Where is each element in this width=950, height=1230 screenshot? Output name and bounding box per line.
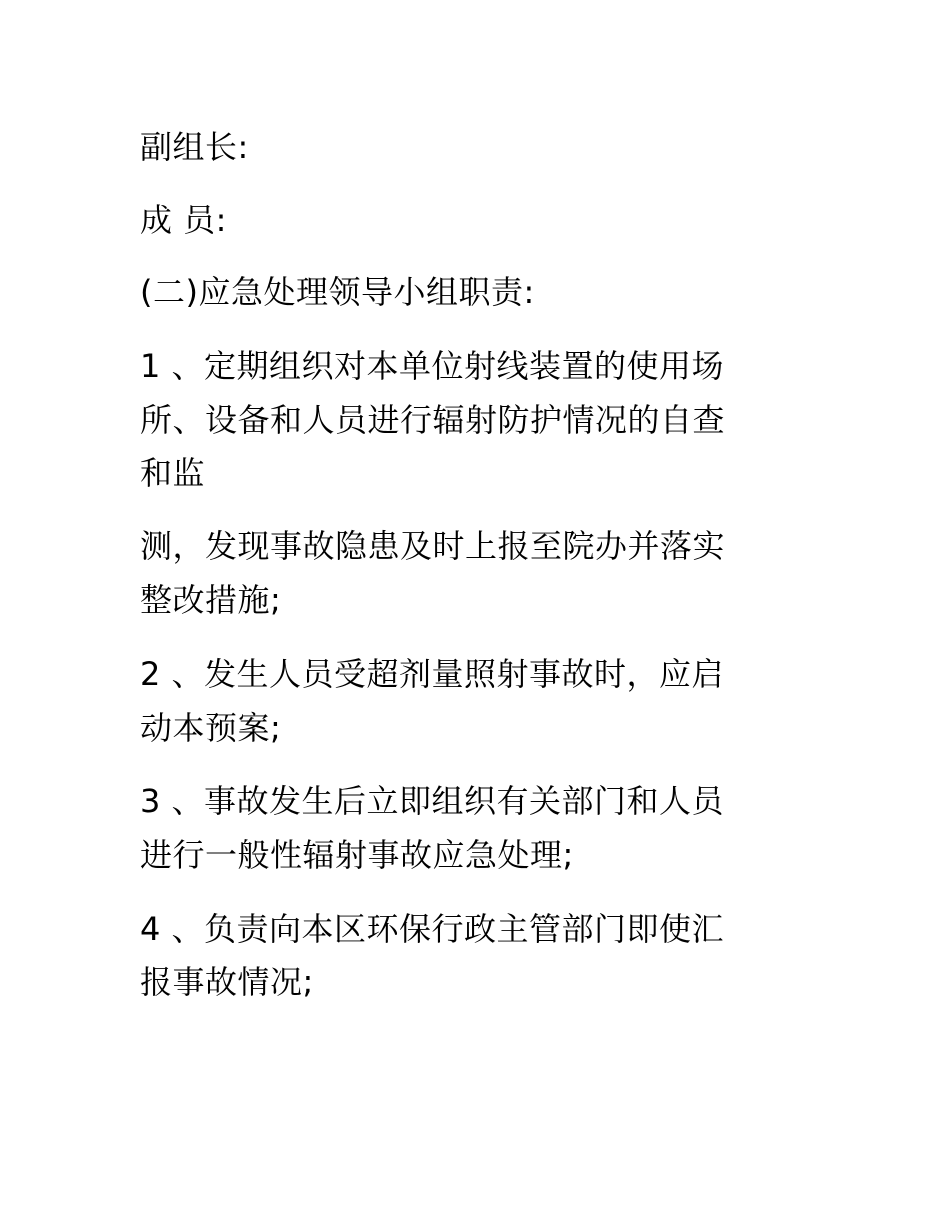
text-line: 进行一般性辐射事故应急处理; — [140, 836, 574, 874]
text-line: 4 、负责向本区环保行政主管部门即使汇 — [140, 910, 725, 948]
text-line: 测，发现事故隐患及时上报至院办并落实 — [140, 527, 726, 565]
text-line: 整改措施; — [140, 581, 282, 619]
text-line: 和监 — [140, 454, 206, 492]
text-line: 所、设备和人员进行辐射防护情况的自查 — [140, 401, 726, 439]
text-line: 3 、事故发生后立即组织有关部门和人员 — [140, 782, 725, 820]
text-line: 副组长: — [140, 128, 249, 166]
text-line: 成 员: — [140, 201, 227, 239]
section-heading: (二)应急处理领导小组职责: — [140, 273, 535, 311]
text-line: 1 、定期组织对本单位射线装置的使用场 — [140, 347, 725, 385]
text-line: 报事故情况; — [140, 963, 314, 1001]
text-line: 动本预案; — [140, 709, 282, 747]
text-line: 2 、发生人员受超剂量照射事故时，应启 — [140, 655, 725, 693]
